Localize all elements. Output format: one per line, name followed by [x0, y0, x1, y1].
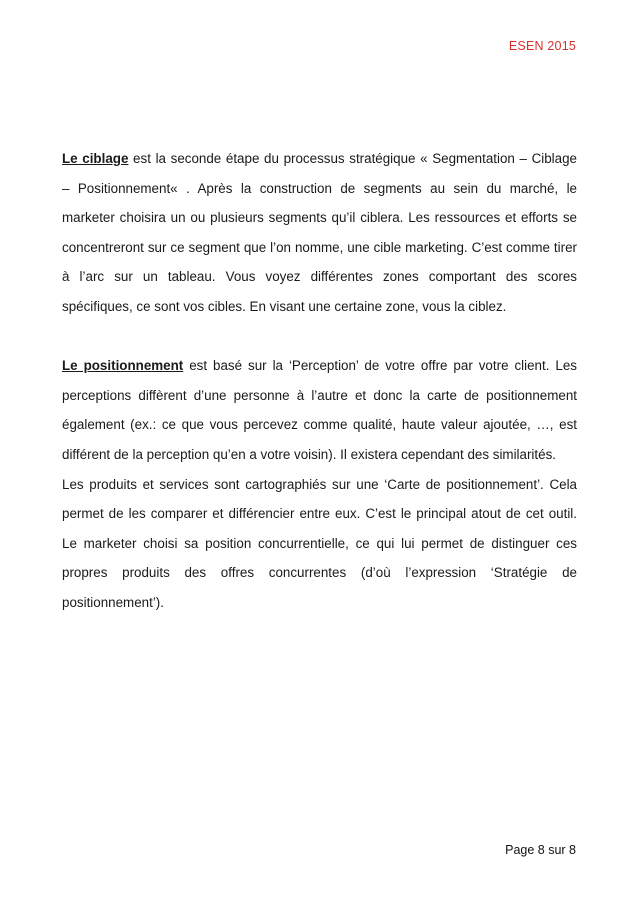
page-footer: Page 8 sur 8 [505, 843, 576, 857]
paragraph-ciblage-text: est la seconde étape du processus stratégique « Segmentation – Ciblage – Positionnement« . Après la construction de segments au sein du marché, le marketer choisira un ou plusieurs segments qu’il ciblera. Les ressources et efforts se concentreront sur ce segment que l’on nomme, une cible marketing. C’est comme tirer à l’arc sur un tableau. Vous voyez différentes zones comportant des scores spécifiques, ce sont vos cibles. En visant une certaine zone, vous la ciblez. [62, 151, 577, 314]
paragraph-cartographie: Les produits et services sont cartographiés sur une ‘Carte de positionnement’. Cela permet de les comparer et différencier entre eux. C’est le principal atout de cet outil. Le marketer choisi sa position concurrentielle, ce qui lui permet de distinguer ces propres produits des offres concurrentes (d’où l’expression ‘Stratégie de positionnement’). [62, 476, 577, 610]
paragraph-positionnement-text: est basé sur la ‘Perception’ de votre offre par votre client. Les perceptions diffèrent d’une personne à l’autre et donc la carte de positionnement également (ex.: ce que vous percevez comme qualité, haute valeur ajoutée, …, est différent de la perception qu’en a votre voisin). Il existera cependant des similarités. [62, 358, 577, 462]
term-ciblage: Le ciblage [62, 151, 129, 166]
paragraph-ciblage [62, 144, 577, 322]
paragraph-spacer [62, 322, 577, 352]
paragraph-positionnement [62, 351, 577, 469]
document-body [62, 144, 577, 618]
page-header: ESEN 2015 [508, 39, 576, 53]
term-positionnement: Le positionnement [62, 358, 184, 374]
